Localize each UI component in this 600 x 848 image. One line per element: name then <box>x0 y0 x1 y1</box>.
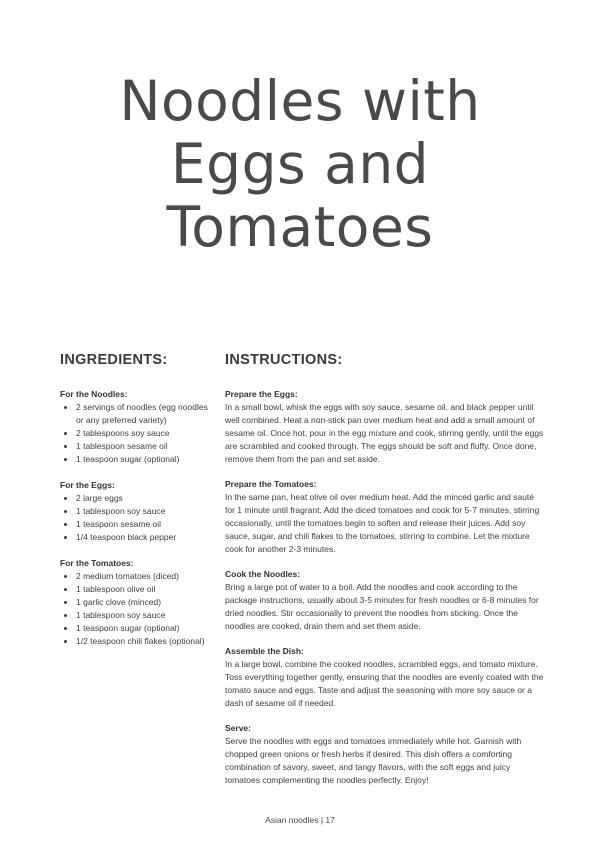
instruction-text: In the same pan, heat olive oil over medium heat. Add the minced garlic and sauté for 1 minute until fragrant. Add the diced tomatoes and cook for 5-7 minutes, stirring occasionally, until the tomatoes begin to soften and release their juices. Add soy sauce, sugar, and chili flakes to the tomatoes, stirring to combine. Let the mixture cook for another 2-3 minutes. <box>225 492 540 554</box>
recipe-title <box>0 70 600 259</box>
ingredient-item: • 1 teaspoon sugar (optional) <box>76 453 210 466</box>
recipe-title-line: Tomatoes <box>166 195 434 259</box>
instruction-text: In a small bowl, whisk the eggs with soy sauce, sesame oil, and black pepper until well combined. Heat a non-stick pan over medium heat and add a small amount of sesame oil. Once hot, pour in the egg mixture and cook, stirring gently, until the eggs are scrambled and cooked through. The eggs should be soft and fluffy. Once done, remove them from the pan and set aside. <box>225 402 544 464</box>
recipe-title-line: Noodles with <box>119 69 481 133</box>
instruction-section-title: Cook the Noodles: <box>225 569 301 579</box>
ingredient-group-title: For the Eggs: <box>60 480 115 490</box>
ingredient-item: • 1/2 teaspoon chili flakes (optional) <box>76 635 210 648</box>
instruction-section-assemble <box>225 645 545 710</box>
ingredient-group-eggs <box>60 479 210 544</box>
ingredient-list <box>60 570 210 648</box>
instruction-section-title: Assemble the Dish: <box>225 646 304 656</box>
instruction-text: Bring a large pot of water to a boil. Add the noodles and cook according to the package instructions, usually about 3-5 minutes for fresh noodles or 6-8 minutes for dried noodles. Stir occasionally to prevent the noodles from sticking. Once the noodles are cooked, drain them and set them aside. <box>225 582 539 631</box>
ingredient-list <box>60 401 210 466</box>
instruction-section-title: Prepare the Tomatoes: <box>225 479 317 489</box>
ingredient-item: • 2 servings of noodles (egg noodles or any preferred variety) <box>76 401 210 427</box>
ingredient-group-title: For the Noodles: <box>60 389 128 399</box>
ingredient-list <box>60 492 210 544</box>
ingredient-item: • 1 tablespoon olive oil <box>76 583 210 596</box>
ingredient-item: • 2 medium tomatoes (diced) <box>76 570 210 583</box>
page-footer: Asian noodles | 17 <box>265 815 335 825</box>
ingredient-group-title: For the Tomatoes: <box>60 558 134 568</box>
instruction-section-noodles <box>225 568 545 633</box>
ingredient-item: • 1 teaspoon sesame oil <box>76 518 210 531</box>
instruction-text: Serve the noodles with eggs and tomatoes immediately while hot. Garnish with chopped green onions or fresh herbs if desired. This dish offers a comforting combination of savory, sweet, and tangy flavors, with the soft eggs and juicy tomatoes complementing the noodles perfectly. Enjoy! <box>225 736 522 785</box>
ingredient-group-noodles <box>60 388 210 466</box>
instruction-section-title: Serve: <box>225 723 251 733</box>
instruction-section-title: Prepare the Eggs: <box>225 389 298 399</box>
ingredient-group-tomatoes <box>60 557 210 648</box>
ingredient-item: • 1 tablespoon soy sauce <box>76 505 210 518</box>
ingredient-item: • 1 teaspoon sugar (optional) <box>76 622 210 635</box>
instruction-section-serve <box>225 722 545 787</box>
ingredient-item: • 2 tablespoons soy sauce <box>76 427 210 440</box>
instruction-text: In a large bowl, combine the cooked noodles, scrambled eggs, and tomato mixture. Toss everything together gently, ensuring that the noodles are evenly coated with the tomato sauce and eggs. Taste and adjust the seasoning with more soy sauce or a dash of sesame oil if needed. <box>225 659 544 708</box>
instruction-section-eggs <box>225 388 545 466</box>
ingredient-item: • 1/4 teaspoon black pepper <box>76 531 210 544</box>
ingredient-item: • 1 garlic clove (minced) <box>76 596 210 609</box>
ingredients-heading: INGREDIENTS: <box>60 352 168 368</box>
ingredient-item: • 2 large eggs <box>76 492 210 505</box>
ingredients-column <box>60 352 210 661</box>
recipe-title-line: Eggs and <box>170 132 430 196</box>
instructions-column <box>225 352 545 799</box>
instructions-heading: INSTRUCTIONS: <box>225 352 343 368</box>
instruction-section-tomatoes <box>225 478 545 556</box>
ingredient-item: • 1 tablespoon sesame oil <box>76 440 210 453</box>
ingredient-item: • 1 tablespoon soy sauce <box>76 609 210 622</box>
